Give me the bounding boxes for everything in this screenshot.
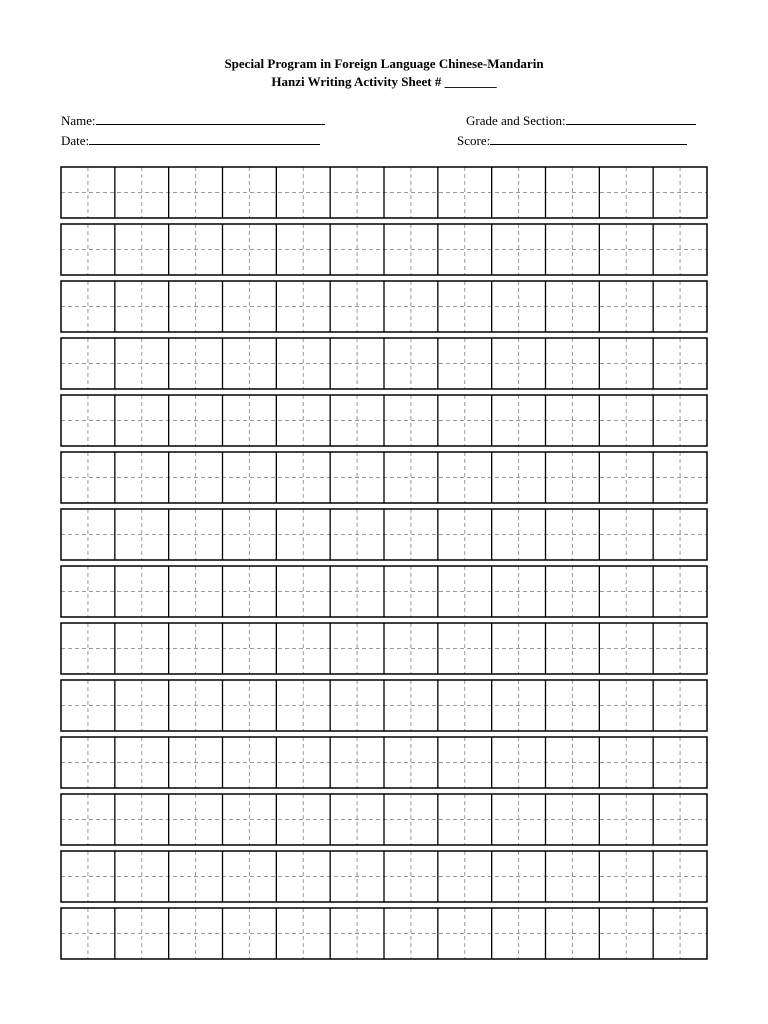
date-label: Date:	[61, 133, 90, 148]
name-label: Name:	[61, 113, 96, 128]
sheet-title: Special Program in Foreign Language Chinese-Mandarin	[224, 56, 544, 71]
grade-section-label: Grade and Section:	[466, 113, 566, 128]
sheet-subtitle: Hanzi Writing Activity Sheet # ________	[271, 74, 497, 89]
score-label: Score:	[457, 133, 491, 148]
